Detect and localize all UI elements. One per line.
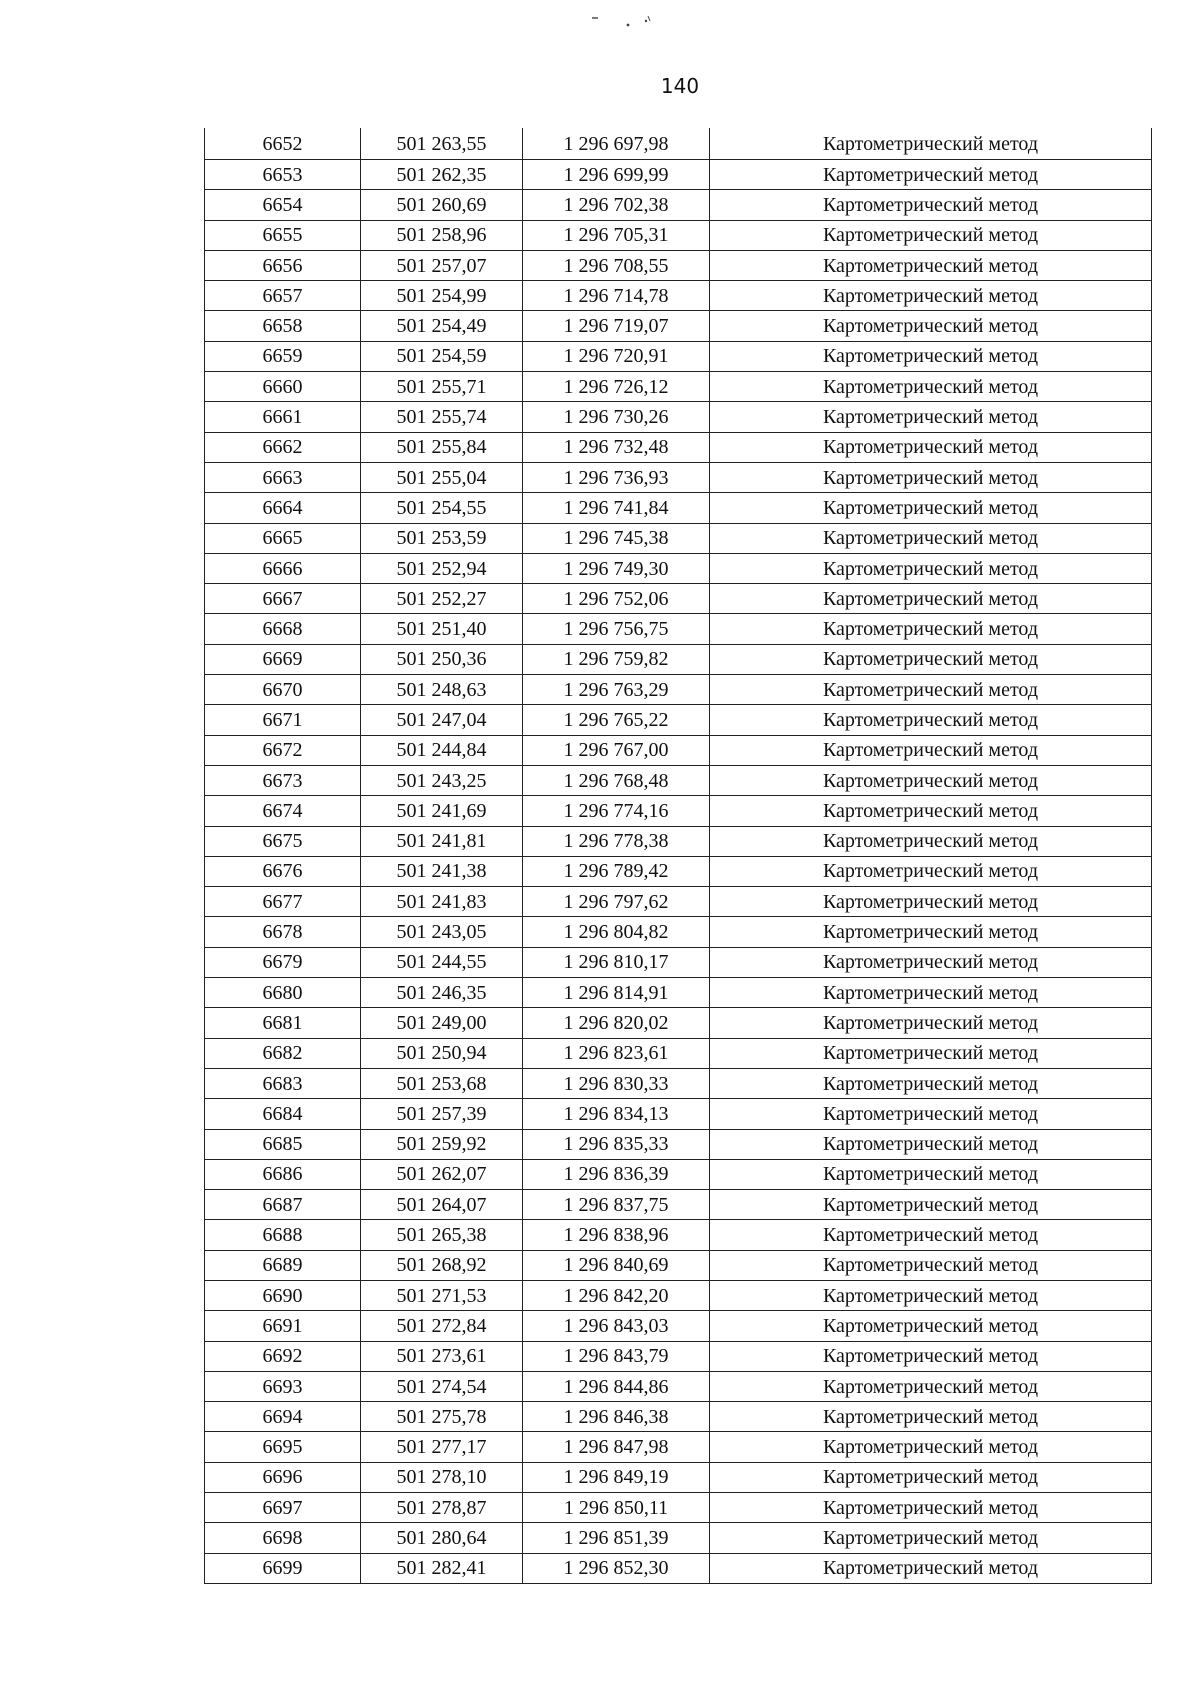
- coordinate-y-cell: 1 296 847,98: [523, 1432, 710, 1462]
- coordinate-y-cell: 1 296 797,62: [523, 887, 710, 917]
- method-cell: Картометрический метод: [710, 1493, 1152, 1523]
- coordinate-x-cell: 501 282,41: [361, 1553, 523, 1583]
- table-row: [205, 644, 1152, 674]
- coordinate-x-cell: 501 254,49: [361, 311, 523, 341]
- coordinate-x-cell: 501 278,10: [361, 1462, 523, 1492]
- point-number-cell: 6670: [205, 675, 361, 705]
- coordinate-x-cell: 501 254,99: [361, 281, 523, 311]
- point-number-cell: 6684: [205, 1099, 361, 1129]
- point-number-cell: 6678: [205, 917, 361, 947]
- table-row: [205, 1038, 1152, 1068]
- point-number-cell: 6658: [205, 311, 361, 341]
- coordinate-y-cell: 1 296 763,29: [523, 675, 710, 705]
- coordinate-x-cell: 501 255,71: [361, 372, 523, 402]
- method-cell: Картометрический метод: [710, 1250, 1152, 1280]
- method-cell: Картометрический метод: [710, 1129, 1152, 1159]
- coordinate-x-cell: 501 241,81: [361, 826, 523, 856]
- method-cell: Картометрический метод: [710, 1068, 1152, 1098]
- coordinate-y-cell: 1 296 726,12: [523, 372, 710, 402]
- coordinate-y-cell: 1 296 699,99: [523, 160, 710, 190]
- table-row: [205, 917, 1152, 947]
- point-number-cell: 6671: [205, 705, 361, 735]
- table-row: [205, 1432, 1152, 1462]
- table-row: [205, 1250, 1152, 1280]
- method-cell: Картометрический метод: [710, 796, 1152, 826]
- method-cell: Картометрический метод: [710, 220, 1152, 250]
- point-number-cell: 6656: [205, 250, 361, 280]
- coordinate-y-cell: 1 296 736,93: [523, 462, 710, 492]
- point-number-cell: 6666: [205, 553, 361, 583]
- coordinate-x-cell: 501 253,59: [361, 523, 523, 553]
- coordinate-x-cell: 501 248,63: [361, 675, 523, 705]
- coordinate-x-cell: 501 253,68: [361, 1068, 523, 1098]
- point-number-cell: 6673: [205, 765, 361, 795]
- table-row: [205, 1311, 1152, 1341]
- coordinate-y-cell: 1 296 842,20: [523, 1280, 710, 1310]
- coordinate-x-cell: 501 250,94: [361, 1038, 523, 1068]
- table-row: [205, 1190, 1152, 1220]
- coordinate-y-cell: 1 296 838,96: [523, 1220, 710, 1250]
- table-row: [205, 1402, 1152, 1432]
- coordinate-y-cell: 1 296 720,91: [523, 341, 710, 371]
- point-number-cell: 6679: [205, 947, 361, 977]
- table-row: [205, 462, 1152, 492]
- coordinate-x-cell: 501 262,07: [361, 1159, 523, 1189]
- coordinate-x-cell: 501 252,94: [361, 553, 523, 583]
- table-row: [205, 128, 1152, 160]
- method-cell: Картометрический метод: [710, 614, 1152, 644]
- coordinate-x-cell: 501 247,04: [361, 705, 523, 735]
- table-row: [205, 160, 1152, 190]
- table-row: [205, 826, 1152, 856]
- table-body: [205, 128, 1152, 1583]
- table-row: [205, 493, 1152, 523]
- coordinate-y-cell: 1 296 846,38: [523, 1402, 710, 1432]
- coordinate-x-cell: 501 241,38: [361, 856, 523, 886]
- method-cell: Картометрический метод: [710, 432, 1152, 462]
- table-row: [205, 705, 1152, 735]
- coordinate-y-cell: 1 296 732,48: [523, 432, 710, 462]
- table-row: [205, 978, 1152, 1008]
- coordinate-y-cell: 1 296 708,55: [523, 250, 710, 280]
- coordinate-x-cell: 501 274,54: [361, 1371, 523, 1401]
- coordinate-x-cell: 501 273,61: [361, 1341, 523, 1371]
- scan-specks: [590, 12, 670, 32]
- point-number-cell: 6676: [205, 856, 361, 886]
- table-row: [205, 1493, 1152, 1523]
- coordinate-x-cell: 501 249,00: [361, 1008, 523, 1038]
- point-number-cell: 6698: [205, 1523, 361, 1553]
- coordinate-y-cell: 1 296 768,48: [523, 765, 710, 795]
- coordinate-y-cell: 1 296 789,42: [523, 856, 710, 886]
- method-cell: Картометрический метод: [710, 1402, 1152, 1432]
- point-number-cell: 6675: [205, 826, 361, 856]
- point-number-cell: 6681: [205, 1008, 361, 1038]
- point-number-cell: 6687: [205, 1190, 361, 1220]
- coordinate-x-cell: 501 243,25: [361, 765, 523, 795]
- point-number-cell: 6699: [205, 1553, 361, 1583]
- table-row: [205, 1462, 1152, 1492]
- point-number-cell: 6689: [205, 1250, 361, 1280]
- coordinate-x-cell: 501 277,17: [361, 1432, 523, 1462]
- table-row: [205, 735, 1152, 765]
- point-number-cell: 6688: [205, 1220, 361, 1250]
- method-cell: Картометрический метод: [710, 1038, 1152, 1068]
- method-cell: Картометрический метод: [710, 584, 1152, 614]
- method-cell: Картометрический метод: [710, 493, 1152, 523]
- coordinate-y-cell: 1 296 745,38: [523, 523, 710, 553]
- point-number-cell: 6652: [205, 128, 361, 160]
- table-row: [205, 1280, 1152, 1310]
- coordinate-y-cell: 1 296 705,31: [523, 220, 710, 250]
- coordinate-x-cell: 501 260,69: [361, 190, 523, 220]
- method-cell: Картометрический метод: [710, 705, 1152, 735]
- point-number-cell: 6695: [205, 1432, 361, 1462]
- coordinate-x-cell: 501 244,84: [361, 735, 523, 765]
- table-row: [205, 796, 1152, 826]
- method-cell: Картометрический метод: [710, 1432, 1152, 1462]
- method-cell: Картометрический метод: [710, 947, 1152, 977]
- method-cell: Картометрический метод: [710, 1008, 1152, 1038]
- table-row: [205, 190, 1152, 220]
- coordinate-y-cell: 1 296 730,26: [523, 402, 710, 432]
- method-cell: Картометрический метод: [710, 462, 1152, 492]
- coordinates-table: [204, 128, 1152, 1584]
- method-cell: Картометрический метод: [710, 1220, 1152, 1250]
- coordinate-y-cell: 1 296 749,30: [523, 553, 710, 583]
- table-row: [205, 281, 1152, 311]
- method-cell: Картометрический метод: [710, 1190, 1152, 1220]
- point-number-cell: 6690: [205, 1280, 361, 1310]
- coordinate-x-cell: 501 250,36: [361, 644, 523, 674]
- coordinate-y-cell: 1 296 844,86: [523, 1371, 710, 1401]
- point-number-cell: 6686: [205, 1159, 361, 1189]
- method-cell: Картометрический метод: [710, 341, 1152, 371]
- coordinate-x-cell: 501 246,35: [361, 978, 523, 1008]
- coordinate-y-cell: 1 296 810,17: [523, 947, 710, 977]
- coordinate-y-cell: 1 296 843,79: [523, 1341, 710, 1371]
- coordinate-y-cell: 1 296 830,33: [523, 1068, 710, 1098]
- point-number-cell: 6664: [205, 493, 361, 523]
- point-number-cell: 6683: [205, 1068, 361, 1098]
- method-cell: Картометрический метод: [710, 190, 1152, 220]
- point-number-cell: 6696: [205, 1462, 361, 1492]
- coordinate-x-cell: 501 258,96: [361, 220, 523, 250]
- coordinate-y-cell: 1 296 752,06: [523, 584, 710, 614]
- method-cell: Картометрический метод: [710, 978, 1152, 1008]
- coordinate-y-cell: 1 296 820,02: [523, 1008, 710, 1038]
- table-row: [205, 1220, 1152, 1250]
- point-number-cell: 6662: [205, 432, 361, 462]
- coordinate-x-cell: 501 255,74: [361, 402, 523, 432]
- table-row: [205, 1129, 1152, 1159]
- table-row: [205, 372, 1152, 402]
- coordinate-y-cell: 1 296 741,84: [523, 493, 710, 523]
- table-row: [205, 887, 1152, 917]
- method-cell: Картометрический метод: [710, 402, 1152, 432]
- coordinate-y-cell: 1 296 850,11: [523, 1493, 710, 1523]
- coordinate-y-cell: 1 296 837,75: [523, 1190, 710, 1220]
- coordinate-y-cell: 1 296 714,78: [523, 281, 710, 311]
- coordinate-y-cell: 1 296 756,75: [523, 614, 710, 644]
- table-row: [205, 1008, 1152, 1038]
- point-number-cell: 6680: [205, 978, 361, 1008]
- method-cell: Картометрический метод: [710, 675, 1152, 705]
- page-number: 140: [660, 74, 700, 98]
- point-number-cell: 6659: [205, 341, 361, 371]
- method-cell: Картометрический метод: [710, 856, 1152, 886]
- table-row: [205, 220, 1152, 250]
- coordinate-x-cell: 501 254,55: [361, 493, 523, 523]
- coordinate-y-cell: 1 296 778,38: [523, 826, 710, 856]
- table-row: [205, 856, 1152, 886]
- method-cell: Картометрический метод: [710, 765, 1152, 795]
- coordinate-y-cell: 1 296 702,38: [523, 190, 710, 220]
- point-number-cell: 6663: [205, 462, 361, 492]
- point-number-cell: 6655: [205, 220, 361, 250]
- table-row: [205, 1068, 1152, 1098]
- coordinate-y-cell: 1 296 804,82: [523, 917, 710, 947]
- table-row: [205, 765, 1152, 795]
- coordinate-x-cell: 501 254,59: [361, 341, 523, 371]
- point-number-cell: 6660: [205, 372, 361, 402]
- coordinate-y-cell: 1 296 840,69: [523, 1250, 710, 1280]
- method-cell: Картометрический метод: [710, 311, 1152, 341]
- coordinate-x-cell: 501 280,64: [361, 1523, 523, 1553]
- point-number-cell: 6669: [205, 644, 361, 674]
- point-number-cell: 6668: [205, 614, 361, 644]
- coordinate-x-cell: 501 241,83: [361, 887, 523, 917]
- method-cell: Картометрический метод: [710, 553, 1152, 583]
- coordinate-y-cell: 1 296 823,61: [523, 1038, 710, 1068]
- table-row: [205, 523, 1152, 553]
- coordinate-x-cell: 501 262,35: [361, 160, 523, 190]
- method-cell: Картометрический метод: [710, 372, 1152, 402]
- table-row: [205, 553, 1152, 583]
- table-row: [205, 402, 1152, 432]
- method-cell: Картометрический метод: [710, 917, 1152, 947]
- method-cell: Картометрический метод: [710, 250, 1152, 280]
- coordinate-y-cell: 1 296 849,19: [523, 1462, 710, 1492]
- method-cell: Картометрический метод: [710, 1311, 1152, 1341]
- coordinate-y-cell: 1 296 767,00: [523, 735, 710, 765]
- method-cell: Картометрический метод: [710, 887, 1152, 917]
- coordinate-x-cell: 501 257,07: [361, 250, 523, 280]
- method-cell: Картометрический метод: [710, 1099, 1152, 1129]
- point-number-cell: 6672: [205, 735, 361, 765]
- point-number-cell: 6697: [205, 1493, 361, 1523]
- table-row: [205, 1159, 1152, 1189]
- coordinate-x-cell: 501 259,92: [361, 1129, 523, 1159]
- coordinate-y-cell: 1 296 852,30: [523, 1553, 710, 1583]
- point-number-cell: 6661: [205, 402, 361, 432]
- table-row: [205, 341, 1152, 371]
- coordinate-x-cell: 501 275,78: [361, 1402, 523, 1432]
- coordinate-x-cell: 501 272,84: [361, 1311, 523, 1341]
- point-number-cell: 6685: [205, 1129, 361, 1159]
- coordinate-x-cell: 501 257,39: [361, 1099, 523, 1129]
- method-cell: Картометрический метод: [710, 1371, 1152, 1401]
- table-row: [205, 1371, 1152, 1401]
- point-number-cell: 6677: [205, 887, 361, 917]
- table-row: [205, 584, 1152, 614]
- table-row: [205, 1523, 1152, 1553]
- coordinate-y-cell: 1 296 697,98: [523, 128, 710, 160]
- coordinate-x-cell: 501 243,05: [361, 917, 523, 947]
- coordinate-x-cell: 501 255,04: [361, 462, 523, 492]
- method-cell: Картометрический метод: [710, 1280, 1152, 1310]
- table-row: [205, 432, 1152, 462]
- point-number-cell: 6674: [205, 796, 361, 826]
- table-row: [205, 311, 1152, 341]
- table-row: [205, 1341, 1152, 1371]
- coordinate-x-cell: 501 268,92: [361, 1250, 523, 1280]
- method-cell: Картометрический метод: [710, 281, 1152, 311]
- coordinate-x-cell: 501 252,27: [361, 584, 523, 614]
- coordinate-y-cell: 1 296 835,33: [523, 1129, 710, 1159]
- coordinate-x-cell: 501 264,07: [361, 1190, 523, 1220]
- coordinate-y-cell: 1 296 814,91: [523, 978, 710, 1008]
- table-row: [205, 1553, 1152, 1583]
- table-row: [205, 250, 1152, 280]
- table-row: [205, 947, 1152, 977]
- point-number-cell: 6653: [205, 160, 361, 190]
- point-number-cell: 6665: [205, 523, 361, 553]
- coordinate-x-cell: 501 278,87: [361, 1493, 523, 1523]
- coordinate-y-cell: 1 296 759,82: [523, 644, 710, 674]
- coordinate-x-cell: 501 241,69: [361, 796, 523, 826]
- table-row: [205, 614, 1152, 644]
- coordinate-y-cell: 1 296 836,39: [523, 1159, 710, 1189]
- coordinate-y-cell: 1 296 719,07: [523, 311, 710, 341]
- point-number-cell: 6692: [205, 1341, 361, 1371]
- method-cell: Картометрический метод: [710, 735, 1152, 765]
- point-number-cell: 6682: [205, 1038, 361, 1068]
- method-cell: Картометрический метод: [710, 826, 1152, 856]
- method-cell: Картометрический метод: [710, 128, 1152, 160]
- coordinate-y-cell: 1 296 774,16: [523, 796, 710, 826]
- method-cell: Картометрический метод: [710, 1553, 1152, 1583]
- method-cell: Картометрический метод: [710, 160, 1152, 190]
- coordinate-x-cell: 501 271,53: [361, 1280, 523, 1310]
- method-cell: Картометрический метод: [710, 523, 1152, 553]
- method-cell: Картометрический метод: [710, 1523, 1152, 1553]
- coordinate-y-cell: 1 296 834,13: [523, 1099, 710, 1129]
- coordinate-y-cell: 1 296 851,39: [523, 1523, 710, 1553]
- point-number-cell: 6654: [205, 190, 361, 220]
- method-cell: Картометрический метод: [710, 644, 1152, 674]
- method-cell: Картометрический метод: [710, 1462, 1152, 1492]
- point-number-cell: 6693: [205, 1371, 361, 1401]
- method-cell: Картометрический метод: [710, 1341, 1152, 1371]
- table-row: [205, 1099, 1152, 1129]
- coordinate-x-cell: 501 263,55: [361, 128, 523, 160]
- coordinate-y-cell: 1 296 843,03: [523, 1311, 710, 1341]
- coordinate-x-cell: 501 244,55: [361, 947, 523, 977]
- method-cell: Картометрический метод: [710, 1159, 1152, 1189]
- coordinate-x-cell: 501 265,38: [361, 1220, 523, 1250]
- coordinate-y-cell: 1 296 765,22: [523, 705, 710, 735]
- coordinate-x-cell: 501 255,84: [361, 432, 523, 462]
- point-number-cell: 6691: [205, 1311, 361, 1341]
- point-number-cell: 6694: [205, 1402, 361, 1432]
- coordinate-x-cell: 501 251,40: [361, 614, 523, 644]
- point-number-cell: 6667: [205, 584, 361, 614]
- point-number-cell: 6657: [205, 281, 361, 311]
- table-row: [205, 675, 1152, 705]
